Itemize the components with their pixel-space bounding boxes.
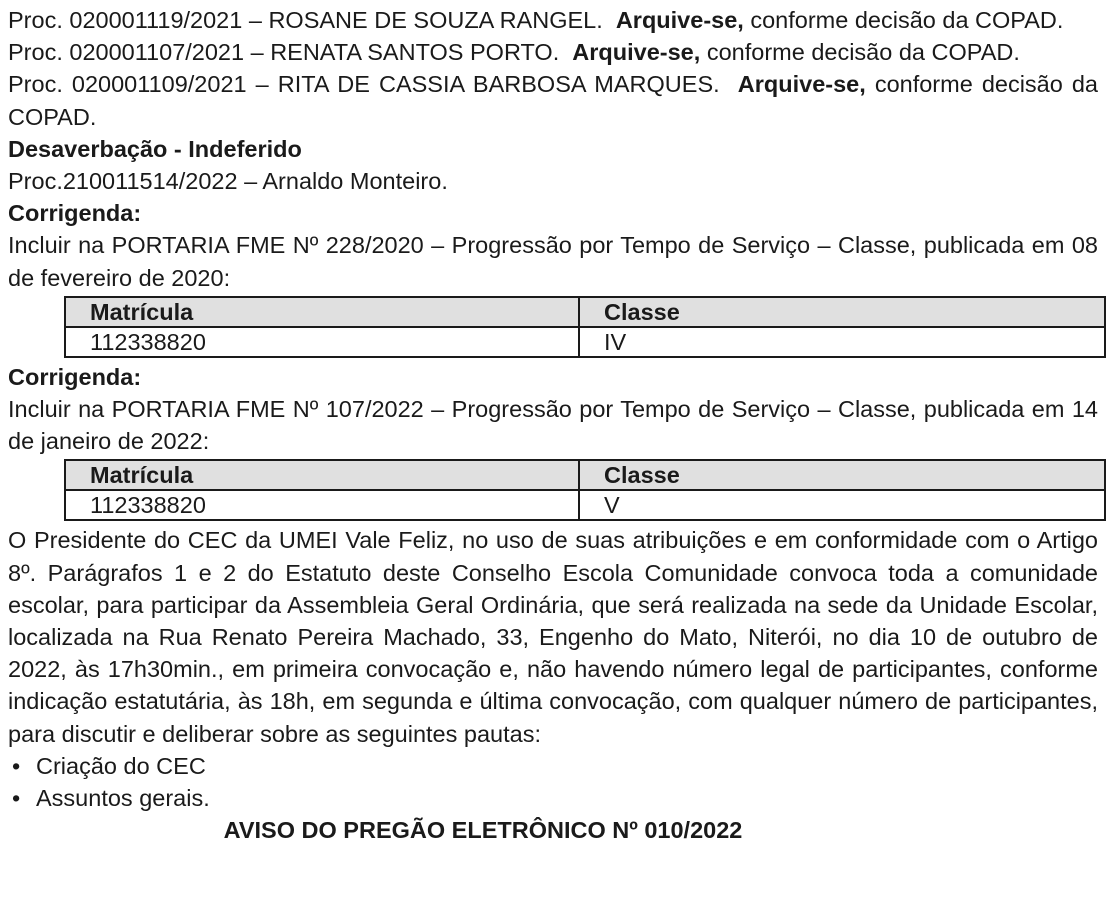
cell-matricula: 112338820 [65,327,579,357]
proc-tail: conforme decisão da COPAD. [700,39,1020,66]
proc-ref: Proc. 020001107/2021 – RENATA SANTOS PORTO. [8,39,560,66]
table-row [65,490,1105,520]
proc-action: Arquive-se, [572,39,701,66]
proc-tail: conforme decisão da COPAD. [743,7,1064,33]
proc-ref: Proc. 020001109/2021 – RITA DE CASSIA BARBOSA MARQUES. [8,71,720,98]
table-header-row [65,297,1105,327]
corrigenda-text: Incluir na PORTARIA FME Nº 107/2022 – Progressão por Tempo de Serviço – Classe, publicada em 14 de janeiro de 2022: [8,396,1098,455]
bullet-icon: • [12,785,21,812]
list-item [8,750,1098,782]
header-classe: Classe [579,460,1105,490]
convocacao-paragraph: O Presidente do CEC da UMEI Vale Feliz, no uso de suas atribuições e em conformidade com o Artigo 8º. Parágrafos 1 e 2 do Estatuto deste Conselho Escola Comunidade convoca toda a comunidade escolar, para participar da Assembleia Geral Ordinária, que será realizada na sede da Unidade Escolar, localizada na Rua Renato Pereira Machado, 33, Engenho do Mato, Niterói, no dia 10 de outubro de 2022, às 17h30min., em primeira convocação e, não havendo número legal de participantes, conforme indicação estatutária, às 18h, em segunda e última convocação, com qualquer número de participantes, para discutir e deliberar sobre as seguintes pautas: [8,527,1098,747]
corrigenda-heading: Corrigenda: [8,200,142,227]
corrigenda-table [64,296,1106,358]
corrigenda-heading: Corrigenda: [8,363,142,390]
cell-classe: IV [579,327,1105,357]
pauta-text: Criação do CEC [36,752,206,779]
header-matricula: Matrícula [65,297,579,327]
proc-entry [8,4,1098,36]
pautas-list [8,750,1098,814]
corrigenda-text: Incluir na PORTARIA FME Nº 228/2020 – Progressão por Tempo de Serviço – Classe, publicada em 08 de fevereiro de 2020: [8,232,1098,291]
corrigenda-table [64,459,1106,521]
proc-action: Arquive-se, [737,71,866,98]
pauta-text: Assuntos gerais. [36,785,210,812]
proc-ref: Proc. 020001119/2021 – ROSANE DE SOUZA RANGEL. [8,7,603,33]
cell-classe: V [579,490,1105,520]
header-classe: Classe [579,297,1105,327]
proc-tail: conforme decisão da COPAD. [8,71,1099,130]
table-header-row [65,460,1105,490]
header-matricula: Matrícula [65,460,579,490]
bullet-icon: • [12,752,21,779]
proc-entry [8,68,1098,132]
aviso-heading: AVISO DO PREGÃO ELETRÔNICO Nº 010/2022 [223,817,743,844]
cell-matricula: 112338820 [65,490,579,520]
desaverbacao-heading: Desaverbação - Indeferido [8,135,302,162]
desaverbacao-text: Proc.210011514/2022 – Arnaldo Monteiro. [8,168,448,195]
proc-action: Arquive-se, [615,7,744,33]
table-row [65,327,1105,357]
list-item [8,782,1098,814]
proc-entry [8,36,1098,68]
